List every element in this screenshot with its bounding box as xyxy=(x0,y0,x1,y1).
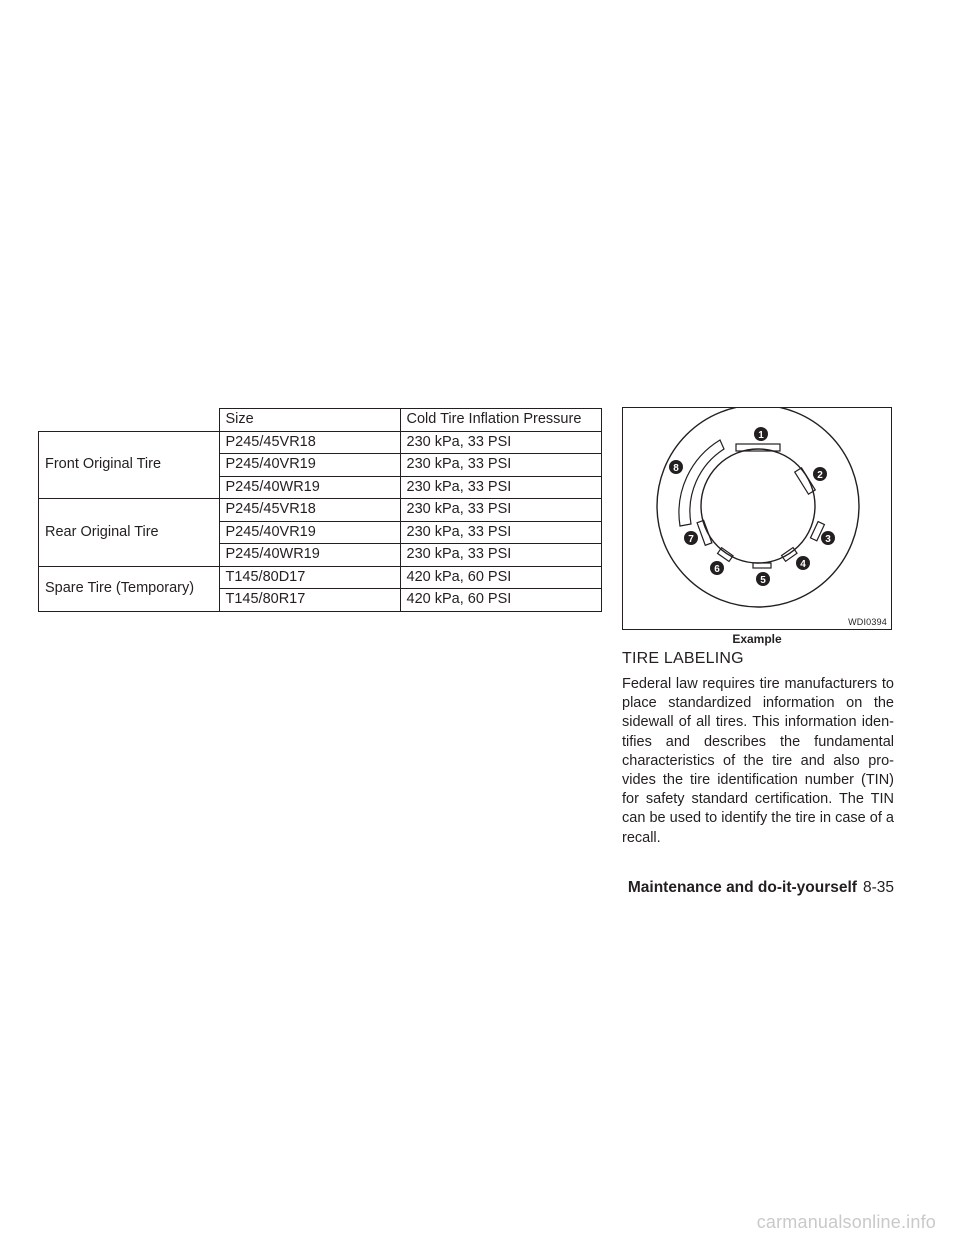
section-title: TIRE LABELING xyxy=(622,650,744,667)
marker-7-label: 7 xyxy=(688,534,694,545)
marker-1-label: 1 xyxy=(758,430,764,441)
tire-pressure-table xyxy=(38,408,602,612)
pressure-cell: 230 kPa, 33 PSI xyxy=(400,544,602,567)
pressure-cell: 420 kPa, 60 PSI xyxy=(400,589,602,612)
header-pressure: Cold Tire Inflation Pressure xyxy=(400,409,602,432)
size-cell: T145/80D17 xyxy=(219,566,400,589)
marker-2 xyxy=(813,467,827,481)
label-zone-5 xyxy=(753,563,771,568)
page-footer xyxy=(628,879,894,897)
wheel-rim-circle xyxy=(701,449,815,563)
label-zone-6 xyxy=(718,548,733,562)
pressure-cell: 230 kPa, 33 PSI xyxy=(400,521,602,544)
table-row xyxy=(39,566,602,589)
marker-6 xyxy=(710,561,724,575)
marker-7 xyxy=(684,531,698,545)
figure-caption: Example xyxy=(732,632,782,646)
table-row xyxy=(39,499,602,522)
pressure-cell: 230 kPa, 33 PSI xyxy=(400,499,602,522)
page-number: 8-35 xyxy=(862,879,894,896)
tire-group-label: Rear Original Tire xyxy=(39,499,220,567)
marker-5 xyxy=(756,572,770,586)
label-zone-7 xyxy=(697,520,712,545)
tire-group-label: Front Original Tire xyxy=(39,431,220,499)
size-cell: P245/45VR18 xyxy=(219,431,400,454)
tire-sidewall-illustration xyxy=(623,408,893,631)
marker-5-label: 5 xyxy=(760,575,766,586)
marker-8 xyxy=(669,460,683,474)
site-watermark: carmanualsonline.info xyxy=(756,1212,936,1232)
section-body-text: Federal law requires tire manufacturers to place standardized information on the sidewall of all tires. This information iden-tifies and describes the fundamental characteristics of the tire and also pro-vides the tire identification number (TIN) for safety standard certification. The TIN can be used to identify the tire in case of a recall. xyxy=(622,676,894,846)
header-tire-type xyxy=(39,409,220,432)
size-cell: P245/45VR18 xyxy=(219,499,400,522)
table-row xyxy=(39,431,602,454)
marker-4 xyxy=(796,556,810,570)
table-header-row xyxy=(39,409,602,432)
tire-group-label: Spare Tire (Temporary) xyxy=(39,566,220,611)
size-cell: P245/40WR19 xyxy=(219,544,400,567)
marker-8-label: 8 xyxy=(673,463,679,474)
size-cell: P245/40VR19 xyxy=(219,454,400,477)
marker-3-label: 3 xyxy=(825,534,831,545)
size-cell: T145/80R17 xyxy=(219,589,400,612)
marker-3 xyxy=(821,531,835,545)
marker-6-label: 6 xyxy=(714,564,720,575)
footer-section-name: Maintenance and do-it-yourself xyxy=(627,879,857,896)
header-size: Size xyxy=(219,409,400,432)
pressure-cell: 230 kPa, 33 PSI xyxy=(400,454,602,477)
label-zone-1 xyxy=(736,444,780,451)
pressure-cell: 420 kPa, 60 PSI xyxy=(400,566,602,589)
pressure-cell: 230 kPa, 33 PSI xyxy=(400,431,602,454)
pressure-cell: 230 kPa, 33 PSI xyxy=(400,476,602,499)
marker-4-label: 4 xyxy=(800,559,806,570)
marker-1 xyxy=(754,427,768,441)
tire-sidewall-figure xyxy=(622,407,892,630)
size-cell: P245/40WR19 xyxy=(219,476,400,499)
figure-code: WDI0394 xyxy=(848,617,887,627)
size-cell: P245/40VR19 xyxy=(219,521,400,544)
marker-2-label: 2 xyxy=(817,470,823,481)
